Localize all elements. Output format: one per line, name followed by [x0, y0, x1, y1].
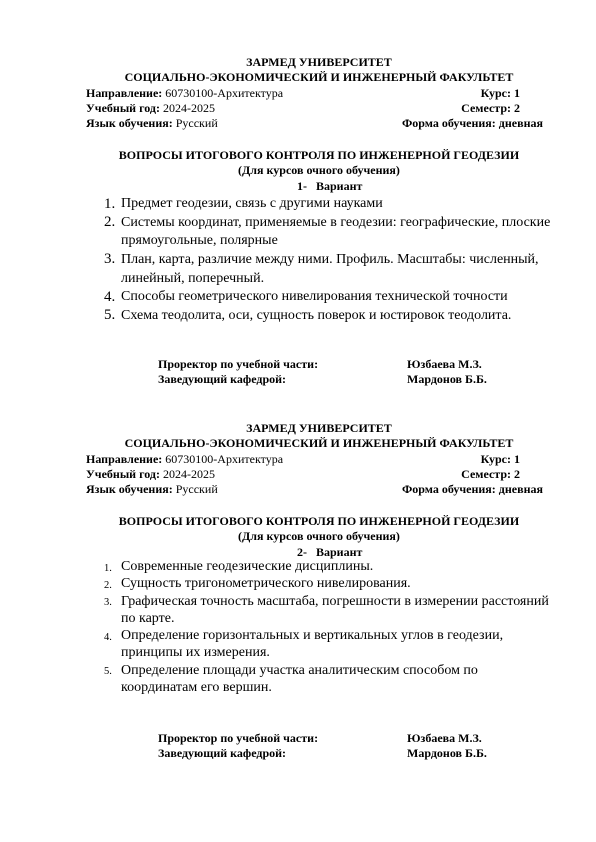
direction-value: 60730100-Архитектура [165, 452, 284, 466]
question-item [86, 627, 546, 662]
question-text-line: прямоугольные, полярные [121, 233, 278, 249]
direction-row [86, 452, 543, 467]
question-text-line: Определение горизонтальных и вертикальных углов в геодезии, [121, 628, 504, 644]
study-form-label: Форма обучения: [401, 482, 496, 496]
direction-row [86, 86, 543, 101]
question-text-line: Схема теодолита, оси, сущность поверок и юстировок теодолита. [121, 307, 512, 323]
semester-label: Семестр: [461, 101, 511, 115]
study-form-info [402, 116, 543, 131]
question-item [86, 251, 546, 288]
study-form-label: Форма обучения: [401, 116, 496, 130]
signature-row [86, 372, 543, 387]
question-number: 3. [104, 251, 116, 268]
question-item [86, 662, 546, 697]
question-number: 4. [104, 288, 116, 305]
language-label: Язык обучения: [86, 482, 173, 496]
question-text-line: принципы их измерения. [121, 645, 270, 661]
language-value: Русский [175, 482, 218, 496]
signature-row [86, 731, 543, 746]
semester-label: Семестр: [461, 467, 511, 481]
question-list [86, 558, 549, 696]
variant-label: Вариант [316, 179, 363, 193]
semester-value: 2 [514, 101, 520, 115]
signature-row [86, 746, 543, 761]
question-number: 4. [104, 631, 112, 643]
question-text [121, 307, 546, 326]
document-subtitle: (Для курсов очного обучения) [238, 529, 400, 543]
signature-role: Заведующий кафедрой: [158, 372, 287, 386]
question-item [86, 288, 546, 307]
question-text-line: Сущность тригонометрического нивелирования. [121, 576, 411, 592]
question-text-line: Системы координат, применяемые в геодезии: географические, плоские [121, 214, 551, 230]
course-label: Курс: [480, 86, 511, 100]
semester-info [461, 101, 520, 116]
document-title: ВОПРОСЫ ИТОГОВОГО КОНТРОЛЯ ПО ИНЖЕНЕРНОЙ ГЕОДЕЗИИ [118, 514, 520, 528]
question-number: 5. [104, 666, 112, 678]
course-info [481, 86, 520, 101]
academic-year-value: 2024-2025 [162, 101, 215, 115]
question-text [121, 575, 546, 592]
question-text [121, 251, 546, 288]
question-text-line: Предмет геодезии, связь с другими науками [121, 196, 383, 211]
question-text-line: по карте. [121, 610, 175, 626]
question-text [121, 593, 549, 628]
question-number: 2. [104, 214, 116, 231]
question-text-line: План, карта, различие между ними. Профиль. Масштабы: численный, [121, 251, 539, 267]
question-text-line: Графическая точность масштаба, погрешности в измерении расстояний [121, 593, 549, 609]
university-name: ЗАРМЕД УНИВЕРСИТЕТ [246, 55, 392, 69]
language-row [86, 482, 543, 497]
question-text-line: координатам его вершин. [121, 680, 272, 696]
variant-number: 2- [297, 545, 307, 559]
question-item [86, 214, 551, 251]
academic-year-value: 2024-2025 [162, 467, 215, 481]
question-text-line: Современные геодезические дисциплины. [121, 559, 374, 574]
question-number: 5. [104, 307, 116, 324]
faculty-name: СОЦИАЛЬНО-ЭКОНОМИЧЕСКИЙ И ИНЖЕНЕРНЫЙ ФАКУЛЬТЕТ [124, 436, 514, 450]
question-item [86, 195, 546, 214]
question-number: 1. [104, 562, 112, 574]
language-value: Русский [175, 116, 218, 130]
question-item [86, 307, 546, 326]
direction-value: 60730100-Архитектура [165, 86, 284, 100]
signature-block [86, 357, 543, 387]
question-item [86, 575, 546, 592]
signature-name: Мардонов Б.Б. [407, 746, 487, 760]
document-subtitle: (Для курсов очного обучения) [238, 163, 400, 177]
direction-label: Направление: [86, 86, 163, 100]
question-text [121, 214, 551, 251]
course-info [481, 452, 520, 467]
signature-role: Заведующий кафедрой: [158, 746, 287, 760]
academic-year-label: Учебный год: [86, 101, 160, 115]
variant-heading [297, 179, 362, 194]
question-text [121, 195, 546, 214]
question-number: 2. [104, 579, 112, 591]
question-item [86, 558, 546, 575]
exam-sheet-variant-2 [86, 421, 549, 766]
direction-label: Направление: [86, 452, 163, 466]
semester-info [461, 467, 520, 482]
question-number: 1. [104, 195, 116, 212]
question-text [121, 627, 546, 662]
signature-name: Юзбаева М.З. [407, 357, 482, 371]
faculty-name: СОЦИАЛЬНО-ЭКОНОМИЧЕСКИЙ И ИНЖЕНЕРНЫЙ ФАКУЛЬТЕТ [124, 70, 514, 84]
study-form-value: дневная [498, 482, 543, 496]
study-form-info [402, 482, 543, 497]
question-text [121, 662, 546, 697]
semester-value: 2 [514, 467, 520, 481]
study-form-value: дневная [498, 116, 543, 130]
question-text [121, 288, 546, 307]
signature-role: Проректор по учебной части: [158, 357, 319, 371]
question-text [121, 558, 546, 575]
academic-year-row [86, 101, 543, 116]
academic-year-row [86, 467, 543, 482]
signature-row [86, 357, 543, 372]
document-title: ВОПРОСЫ ИТОГОВОГО КОНТРОЛЯ ПО ИНЖЕНЕРНОЙ ГЕОДЕЗИИ [118, 148, 520, 162]
variant-label: Вариант [316, 545, 363, 559]
question-text-line: Способы геометрического нивелирования технической точности [121, 289, 508, 305]
university-name: ЗАРМЕД УНИВЕРСИТЕТ [246, 421, 392, 435]
question-item [86, 593, 549, 628]
signature-name: Юзбаева М.З. [407, 731, 482, 745]
signature-block [86, 731, 543, 761]
academic-year-label: Учебный год: [86, 467, 160, 481]
course-value: 1 [514, 452, 520, 466]
signature-role: Проректор по учебной части: [158, 731, 319, 745]
course-value: 1 [514, 86, 520, 100]
question-text-line: линейный, поперечный. [121, 270, 265, 286]
question-text-line: Определение площади участка аналитическим способом по [121, 662, 478, 678]
language-row [86, 116, 543, 131]
question-list [86, 195, 551, 326]
question-number: 3. [104, 597, 112, 609]
exam-sheet-variant-1 [86, 55, 551, 400]
language-label: Язык обучения: [86, 116, 173, 130]
course-label: Курс: [480, 452, 511, 466]
variant-number: 1- [297, 179, 307, 193]
signature-name: Мардонов Б.Б. [407, 372, 487, 386]
